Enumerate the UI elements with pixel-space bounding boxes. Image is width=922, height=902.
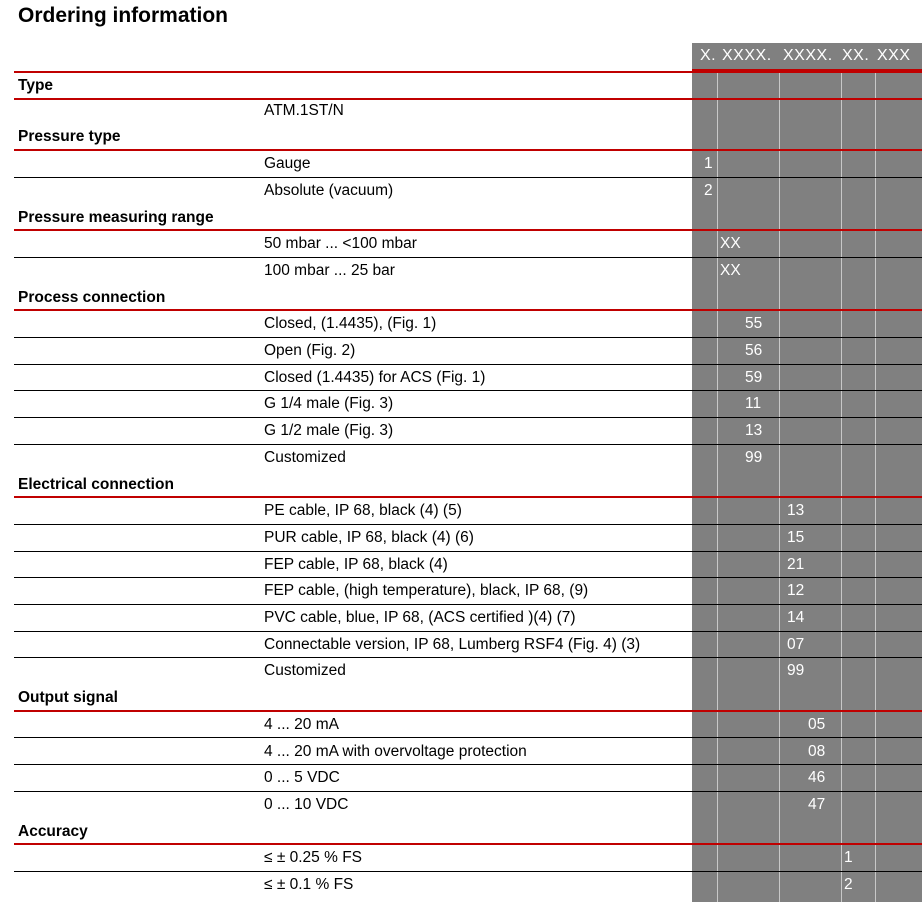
option-code: 08	[808, 742, 826, 760]
option-label: PUR cable, IP 68, black (4) (6)	[264, 528, 474, 546]
option-code: XX	[720, 235, 741, 253]
option-row	[14, 365, 922, 392]
option-code: 1	[704, 155, 713, 173]
option-label: Gauge	[264, 155, 311, 173]
option-label: Connectable version, IP 68, Lumberg RSF4 (Fig. 4) (3)	[264, 635, 641, 653]
option-row	[14, 632, 922, 659]
section-header	[14, 472, 922, 499]
order-code-part: XXXX.	[722, 47, 772, 64]
option-code: 13	[787, 502, 805, 520]
option-label: G 1/2 male (Fig. 3)	[264, 422, 394, 440]
section-header	[14, 124, 922, 151]
option-row	[14, 151, 922, 178]
option-row	[14, 739, 922, 766]
section-header	[14, 685, 922, 712]
order-code-part: X.	[700, 47, 717, 64]
option-code: 15	[787, 528, 805, 546]
section-header	[14, 285, 922, 312]
option-label: G 1/4 male (Fig. 3)	[264, 395, 394, 413]
option-row	[14, 498, 922, 525]
option-row	[14, 658, 922, 684]
section-label: Output signal	[18, 689, 118, 707]
option-row	[14, 552, 922, 579]
option-label: 4 ... 20 mA	[264, 715, 339, 733]
option-label: PVC cable, blue, IP 68, (ACS certified )(4) (7)	[264, 609, 576, 626]
section-label: Accuracy	[18, 822, 88, 840]
order-code-part: XX.	[842, 47, 870, 64]
option-code: 46	[808, 769, 826, 787]
order-code-part: XXXX.	[783, 47, 833, 64]
option-row	[14, 258, 922, 284]
option-row	[14, 445, 922, 471]
option-row	[14, 525, 922, 552]
option-row	[14, 98, 922, 124]
option-code: 11	[745, 395, 762, 413]
option-label: 50 mbar ... <100 mbar	[264, 235, 417, 253]
option-code: 2	[704, 181, 713, 199]
option-code: 14	[787, 609, 805, 626]
section-header	[14, 205, 922, 232]
section-header	[14, 71, 922, 100]
option-row	[14, 391, 922, 418]
section-header	[14, 819, 922, 846]
option-label: FEP cable, IP 68, black (4)	[264, 555, 448, 573]
option-label: ≤ ± 0.1 % FS	[264, 876, 354, 893]
option-code: XX	[720, 261, 741, 279]
option-label: 100 mbar ... 25 bar	[264, 261, 395, 279]
option-row	[14, 418, 922, 445]
option-label: 4 ... 20 mA with overvoltage protection	[264, 742, 527, 760]
option-row	[14, 765, 922, 792]
option-row	[14, 578, 922, 605]
option-label: ≤ ± 0.25 % FS	[264, 849, 362, 867]
option-label: Closed (1.4435) for ACS (Fig. 1)	[264, 368, 486, 386]
order-code-part: XXX	[877, 47, 911, 64]
option-code: 2	[844, 876, 853, 893]
option-code: 21	[787, 555, 805, 573]
option-label: Customized	[264, 448, 346, 466]
section-label: Electrical connection	[18, 475, 174, 493]
option-code: 59	[745, 368, 763, 386]
option-label: Absolute (vacuum)	[264, 181, 394, 199]
option-code: 12	[787, 582, 805, 600]
option-label: Closed, (1.4435), (Fig. 1)	[264, 315, 437, 333]
section-label: Pressure measuring range	[18, 208, 214, 226]
option-label: ATM.1ST/N	[264, 101, 344, 119]
option-label: PE cable, IP 68, black (4) (5)	[264, 502, 462, 520]
option-label: Customized	[264, 662, 346, 680]
option-row	[14, 178, 922, 204]
option-code: 56	[745, 342, 763, 359]
option-label: 0 ... 10 VDC	[264, 795, 349, 813]
option-code: 47	[808, 795, 826, 813]
option-row	[14, 872, 922, 898]
option-row	[14, 605, 922, 632]
option-code: 55	[745, 315, 763, 333]
option-code: 1	[844, 849, 853, 867]
option-row	[14, 311, 922, 338]
option-row	[14, 792, 922, 818]
option-code: 99	[745, 448, 763, 466]
section-label: Pressure type	[18, 128, 121, 146]
option-row	[14, 845, 922, 872]
option-code: 99	[787, 662, 805, 680]
option-label: FEP cable, (high temperature), black, IP 68, (9)	[264, 582, 589, 600]
section-label: Process connection	[18, 288, 166, 306]
page-title: Ordering information	[18, 4, 228, 27]
section-label: Type	[18, 77, 54, 94]
option-code: 13	[745, 422, 763, 440]
option-row	[14, 231, 922, 258]
option-code: 07	[787, 635, 805, 653]
option-label: Open (Fig. 2)	[264, 342, 356, 359]
option-row	[14, 338, 922, 365]
option-row	[14, 712, 922, 739]
option-label: 0 ... 5 VDC	[264, 769, 340, 787]
option-code: 05	[808, 715, 826, 733]
